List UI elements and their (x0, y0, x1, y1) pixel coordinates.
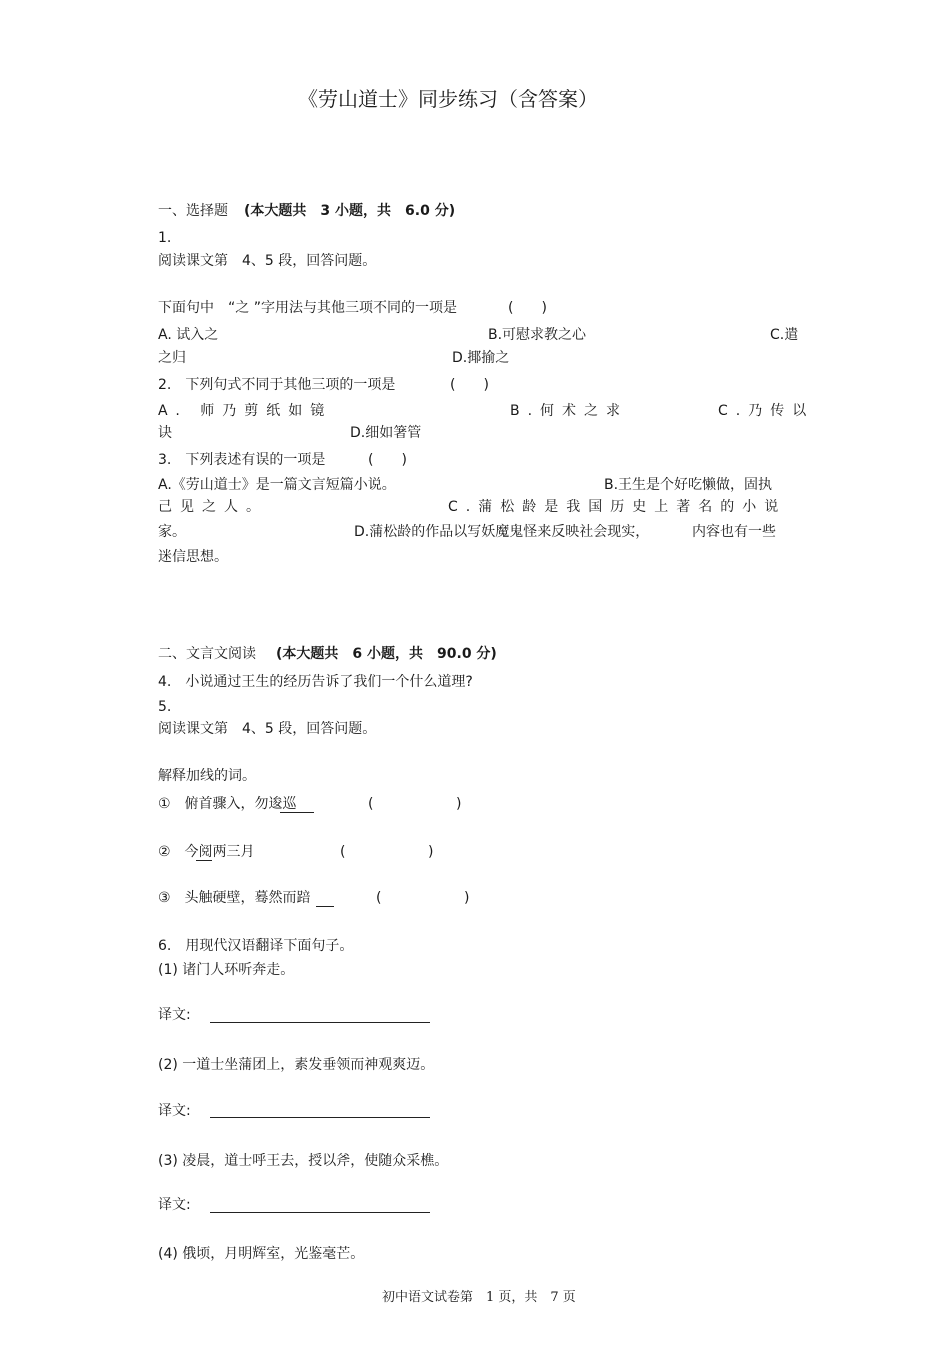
q5-item-2-paren-left: ( (340, 844, 346, 860)
q3-option-b-cont: 己见之人。 (158, 499, 268, 515)
q1-option-a: A. 试入之 (158, 327, 219, 343)
q3-option-b: B.王生是个好吃懒做，固执 (604, 477, 773, 493)
q5-item-2: ② 今阅两三月 (158, 844, 255, 860)
q6-sentence-3: (3) 凌晨，道士呼王去，授以斧，使随众采樵。 (158, 1153, 449, 1169)
q2-option-c-cont: 诀 (158, 425, 172, 441)
q5-item-1-paren-right: ) (456, 796, 462, 812)
q5-item-3: ③ 头触硬壁，蓦然而踣 (158, 890, 311, 906)
q3-option-c-cont: 家。 (158, 524, 186, 540)
q1-instruction: 阅读课文第 4、5 段，回答问题。 (158, 253, 377, 269)
q3-option-d-end: 迷信思想。 (158, 549, 228, 565)
q3-option-d: D.蒲松龄的作品以写妖魔鬼怪来反映社会现实， (354, 524, 650, 540)
q6-answer-line-3[interactable] (210, 1212, 430, 1213)
q5-item-1-paren-left: ( (368, 796, 374, 812)
q1-number: 1. (158, 230, 172, 246)
q3-option-c: C.蒲松龄是我国历史上著名的小说 (448, 499, 787, 515)
page-title: 《劳山道士》同步练习（含答案） (298, 87, 598, 111)
q5-item-2-underline (196, 860, 212, 861)
q6-answer-line-1[interactable] (210, 1022, 430, 1023)
q2-option-a: A. 师乃剪纸如镜 (158, 403, 333, 419)
q6-label-3: 译文: (158, 1197, 191, 1213)
q3-paren: ( ) (368, 452, 407, 468)
q3-option-a: A.《劳山道士》是一篇文言短篇小说。 (158, 477, 396, 493)
section2-info: (本大题共 6 小题，共 90.0 分) (276, 646, 497, 662)
q3-stem: 3. 下列表述有误的一项是 (158, 452, 326, 468)
q2-option-b: B.何术之求 (510, 403, 629, 419)
q5-item-1: ① 俯首骤入，勿逡巡 (158, 796, 297, 812)
page-footer: 初中语文试卷第 1 页，共 7 页 (382, 1290, 576, 1305)
q5-item-3-paren-right: ) (464, 890, 470, 906)
q1-option-c: C.遣 (770, 327, 799, 343)
q1-paren: ( ) (508, 300, 547, 316)
section1-info: (本大题共 3 小题，共 6.0 分) (244, 203, 456, 219)
q6-stem: 6. 用现代汉语翻译下面句子。 (158, 938, 354, 954)
q5-item-3-underline (316, 906, 334, 907)
q6-sentence-1: (1) 诸门人环听奔走。 (158, 962, 295, 978)
q5-prompt: 解释加线的词。 (158, 768, 256, 784)
section2-header: 二、文言文阅读 (158, 646, 256, 662)
q1-option-b: B.可慰求教之心 (488, 327, 587, 343)
q3-option-d-cont: 内容也有一些 (692, 524, 776, 540)
q2-option-c: C.乃传以 (718, 403, 815, 419)
q1-option-a-cont: 之归 (158, 350, 186, 366)
q1-option-d: D.揶揄之 (452, 350, 510, 366)
q6-label-1: 译文: (158, 1007, 191, 1023)
q5-instruction: 阅读课文第 4、5 段，回答问题。 (158, 721, 377, 737)
q4-stem: 4. 小说通过王生的经历告诉了我们一个什么道理? (158, 674, 473, 690)
q5-number: 5. (158, 699, 172, 715)
q6-label-2: 译文: (158, 1103, 191, 1119)
q1-stem: 下面句中 “之 ”字用法与其他三项不同的一项是 (158, 300, 457, 316)
q6-answer-line-2[interactable] (210, 1117, 430, 1118)
q2-paren: ( ) (450, 377, 489, 393)
q5-item-2-paren-right: ) (428, 844, 434, 860)
q6-sentence-4: (4) 俄顷，月明辉室，光鉴毫芒。 (158, 1246, 365, 1262)
q5-item-3-paren-left: ( (376, 890, 382, 906)
q5-item-1-underline (280, 812, 314, 813)
section1-header: 一、选择题 (158, 203, 228, 219)
q2-stem: 2. 下列句式不同于其他三项的一项是 (158, 377, 396, 393)
q6-sentence-2: (2) 一道士坐蒲团上，素发垂领而神观爽迈。 (158, 1057, 435, 1073)
q2-option-d: D.细如箸管 (350, 425, 422, 441)
